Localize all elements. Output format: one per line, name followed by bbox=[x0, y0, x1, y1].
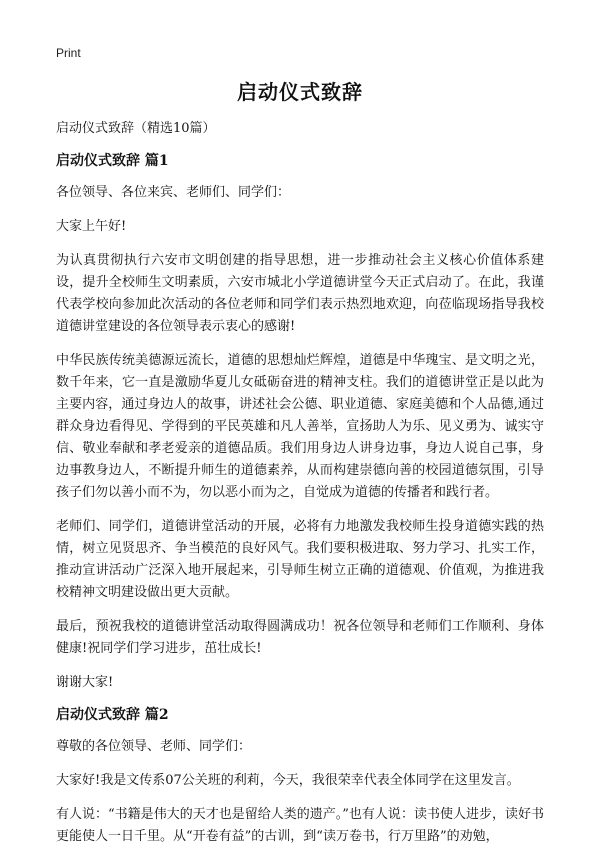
paragraph: 为认真贯彻执行六安市文明创建的指导思想，进一步推动社会主义核心价值体系建设，提升全校师生文明素质，六安市城北小学道德讲堂今天正式启动了。在此，我谨代表学校向参加此次活动的各位老师和同学们表示热烈地欢迎，向莅临现场指导我校道德讲堂建设的各位领导表示衷心的感谢! bbox=[56, 253, 544, 334]
paragraph: 大家上午好! bbox=[56, 219, 127, 234]
paragraph: 尊敬的各位领导、老师、同学们： bbox=[56, 739, 252, 754]
section-1 bbox=[56, 152, 544, 694]
document-title: 启动仪式致辞 bbox=[237, 80, 363, 104]
paragraph: 大家好!我是文传系07公关班的利莉，今天，我很荣幸代表全体同学在这里发言。 bbox=[56, 773, 520, 788]
document-subtitle: 启动仪式致辞（精选10篇） bbox=[56, 121, 216, 136]
section-2 bbox=[56, 706, 544, 848]
paragraph: 老师们、同学们，道德讲堂活动的开展，必将有力地激发我校师生投身道德实践的热情，树立见贤思齐、争当模范的良好风气。我们要积极进取、努力学习、扎实工作，推动宣讲活动广泛深入地开展起来，引导师生树立正确的道德观、价值观，为推进我校精神文明建设做出更大贡献。 bbox=[56, 519, 544, 600]
paragraph: 各位领导、各位来宾、老师们、同学们： bbox=[56, 185, 291, 200]
paragraph: 谢谢大家! bbox=[56, 675, 114, 690]
print-label[interactable]: Print bbox=[56, 46, 81, 60]
section-heading: 启动仪式致辞 篇1 bbox=[56, 153, 169, 169]
section-heading: 启动仪式致辞 篇2 bbox=[56, 707, 169, 723]
paragraph: 最后，预祝我校的道德讲堂活动取得圆满成功！祝各位领导和老师们工作顺利、身体健康!祝同学们学习进步，茁壮成长! bbox=[56, 619, 544, 656]
paragraph: 中华民族传统美德源远流长，道德的思想灿烂辉煌，道德是中华瑰宝、是文明之光，数千年来，它一直是激励华夏儿女砥砺奋进的精神支柱。我们的道德讲堂正是以此为主要内容，通过身边人的故事，讲述社会公德、职业道德、家庭美德和个人品德,通过群众身边看得见、学得到的平民英雄和凡人善举，宣扬助人为乐、见义勇为、诚实守信、敬业奉献和孝老爱亲的道德品质。我们用身边人讲身边事，身边人说自己事，身边事教身边人，不断提升师生的道德素养，从而构建崇德向善的校园道德氛围，引导孩子们勿以善小而不为，勿以恶小而为之，自觉成为道德的传播者和践行者。 bbox=[56, 353, 544, 500]
paragraph: 有人说：“书籍是伟大的天才也是留给人类的遗产。”也有人说：读书使人进步，读好书更能使人一日千里。从“开卷有益”的古训，到“读万卷书，行万里路”的劝勉， bbox=[56, 807, 544, 844]
